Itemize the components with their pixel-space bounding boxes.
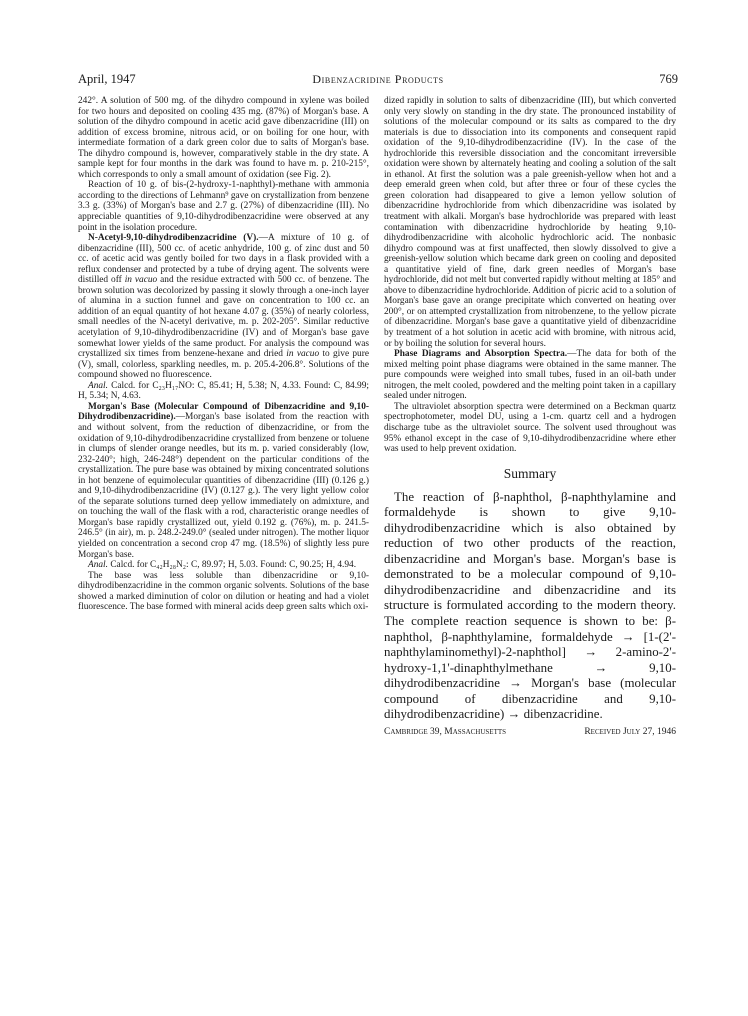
morgans-base-text: —Morgan's base isolated from the reaction with and without solvent, from the reduction of dibenzacridine, or from the oxidation of 9,10-dihydrodibenzacridine crystallized from benzene or toluene in clumps of slender orange needles, but its m. p. varied considerably (low, 232-240°; high, 246-248°) dependent on the particular conditions of the crystallization. The pure base was obtained by mixing concentrated solutions in hot benzene of equimolecular quantities of dibenzacridine (III) (0.126 g.) and 9,10-dihydrodibenzacridine (IV) (0.127 g.). The very light yellow color of the separate solutions turned deep yellow immediately on admixture, and on touching the wall of the flask with a rod, characteristic orange needles of Morgan's base rapidly crystallized out, yield 0.192 g. (76%), m. p. 241.5-246.5° (in air), m. p. 248.2-249.0° (sealed under nitrogen). The mother liquor yielded on concentration a second crop 47 mg. (18.5%) of slightly less pure Morgan's base. — [78, 412, 369, 560]
paragraph-phase-diagrams — [384, 349, 676, 402]
section-head-morgans-base: Morgan's Base (Molecular Compound of Dibenzacridine and 9,10-Dihydrodibenzacridine). — [78, 401, 369, 423]
running-head-title: Dibenzacridine Products — [312, 72, 444, 86]
paragraph-salt-oxidation: dized rapidly in solution to salts of dibenzacridine (III), but which converted only very slowly on standing in the dry state. The pronounced instability of solutions of the molecular compound or its salts as compared to the dry materials is due to dissociation into its components and consequent rapid oxidation of the 9,10-dihydrodibenzacridine (IV). In the case of the hydrochloride this reversible dissociation and the concomitant irreversible oxidation were shown by alternately heating and cooling a solution of the salt in ethanol. At first the solution was a pale greenish-yellow when hot and a deep emerald green when cold, but after three or four of these cycles the green coloration had disappeared to give a lemon yellow solution of dibenzacridine hydrochloride from which dibenzacridine was isolated by treatment with alkali. Morgan's base hydrochloride was prepared with least contamination with dibenzacridine hydrochloride by heating 9,10-dihydrodibenzacridine with alcoholic hydrochloric acid. The nonbasic dihydro compound was at first unaffected, then slowly dissolved to give a greenish-yellow solution which became dark green on cooling and deposited a quantitative yield of fine, dark green needles of Morgan's base hydrochloride, did not melt but converted rapidly without melting at 185° and above to dibenzacridine hydrochloride. Addition of picric acid to a solution of Morgan's base gave an orange precipitate which converted on heating over 200°, or on attempted crystallization from nitrobenzene, to the yellow picrate of dibenzacridine. Morgan's base gave a quantitative yield of dibenzacridine by treatment of a hot solution in acetic acid with bromine, with nitrous acid, or by boiling the solution for several hours. — [384, 96, 676, 349]
analysis-values: Calcd. for C₄₂H₂₈N₂: C, 89.97; H, 5.03. Found: C, 90.25; H, 4.94. — [110, 560, 357, 571]
affiliation: Cambridge 39, Massachusetts — [384, 726, 507, 737]
running-head — [78, 70, 678, 88]
analysis-label: Anal. — [88, 380, 108, 391]
left-column — [78, 96, 369, 613]
paragraph-n-acetyl — [78, 233, 369, 381]
summary-text: The reaction of β-naphthol, β-naphthylamine and formaldehyde is shown to give 9,10-dihydrodibenzacridine which is also obtained by reduction of two other products of the reaction, dibenzacridine and Morgan's base. Morgan's base is demonstrated to be a molecular compound of 9,10-dihydrodibenzacridine and dibenzacridine and its structure is formulated according to the modern theory. The complete reaction sequence is shown to be: β-naphthol, β-naphthylamine, formaldehyde → [1-(2'-naphthylaminomethyl)-2-naphthol] → 2-amino-2'-hydroxy-1,1'-dinaphthylmethane → 9,10-dihydrodibenzacridine → Morgan's base (molecular compound of dibenzacridine and 9,10-dihydrodibenzacridine) → dibenzacridine. — [384, 489, 676, 722]
running-head-date: April, 1947 — [78, 72, 136, 86]
page-number: 769 — [659, 72, 678, 86]
n-acetyl-text-c: to give pure (V), small, colorless, sparkling needles, m. p. 205.4-206.8°. Solutions of the compound showed no fluorescence. — [78, 349, 369, 381]
paragraph-dihydro-stability: 242°. A solution of 500 mg. of the dihydro compound in xylene was boiled for two hours and deposited on cooling 435 mg. (87%) of Morgan's base. A solution of the dihydro compound in acetic acid gave dibenzacridine (III) on addition of excess bromine, nitrous acid, or on boiling for one hour, with intermediate formation of a dark green color due to salts of Morgan's base. The dihydro compound is, however, comparatively stable in the dry state. A sample kept for four months in the dark was found to have m. p. 210-215°, which corresponds to only a small amount of oxidation (see Fig. 2). — [78, 96, 369, 180]
section-head-phase-diagrams: Phase Diagrams and Absorption Spectra. — [394, 349, 568, 360]
n-acetyl-in-vacuo-2: in vacuo — [286, 349, 320, 360]
right-column — [384, 96, 676, 738]
section-head-n-acetyl: N-Acetyl-9,10-dihydrodibenzacridine (V). — [88, 233, 259, 244]
paragraph-lehmann-reaction: Reaction of 10 g. of bis-(2-hydroxy-1-naphthyl)-methane with ammonia according to the directions of Lehmann⁹ gave on crystallization from benzene 3.3 g. (33%) of Morgan's base and 2.7 g. (27%) of dibenzacridine (III). No appreciable quantities of 9,10-dihydrodibenzacridine were observed at any point in the isolation procedure. — [78, 180, 369, 233]
phase-diagrams-text: —The data for both of the mixed melting point phase diagrams were obtained in the same manner. The pure compounds were weighed into small tubes, fused in an oil-bath under nitrogen, the melt cooled, powdered and the melting point taken in a capillary sealed under nitrogen. — [384, 349, 676, 402]
analysis-n-acetyl — [78, 381, 369, 402]
n-acetyl-in-vacuo-1: in vacuo — [124, 275, 158, 286]
analysis-morgans-base — [78, 560, 369, 571]
n-acetyl-text-b: and the residue extracted with 500 cc. of benzene. The brown solution was decolorized by passing it slowly through a one-inch layer of alumina in a suction funnel and gave on concentration to 100 cc. an addition of an equal quantity of hot hexane 4.07 g. (35%) of nearly colorless, small needles of the N-acetyl derivative, m. p. 202-205°. Similar reductive acetylation of 9,10-dihydrodibenzacridine (IV) and of Morgan's base gave somewhat lower yields of the same product. For analysis the compound was crystallized six times from benzene-hexane and dried — [78, 275, 369, 360]
affiliation-line — [384, 726, 676, 738]
n-acetyl-text-a: —A mixture of 10 g. of dibenzacridine (III), 500 cc. of acetic anhydride, 100 g. of zinc dust and 50 cc. of acetic acid was gently boiled for two days in a flask provided with a reflux condenser and protected by a tube of drying agent. The solvents were distilled off — [78, 233, 369, 286]
paragraph-morgans-base — [78, 402, 369, 560]
paragraph-uv-spectra: The ultraviolet absorption spectra were determined on a Beckman quartz spectrophotometer, model DU, using a 1-cm. quartz cell and a hydrogen discharge tube as the ultraviolet source. The solvent used throughout was 95% ethanol except in the case of 9,10-dihydrodibenzacridine where ether was used to help prevent oxidation. — [384, 401, 676, 455]
paragraph-base-solubility: The base was less soluble than dibenzacridine or 9,10-dihydrodibenzacridine in the common organic solvents. Solutions of the base showed a marked diminution of color on dilution or heating and had a violet fluorescence. The base formed with mineral acids deep green salts which oxi- — [78, 570, 369, 613]
summary-heading: Summary — [503, 465, 557, 481]
analysis-label: Anal. — [88, 560, 108, 571]
received-date: Received July 27, 1946 — [584, 726, 676, 737]
analysis-values: Calcd. for C₂₃H₁₇NO: C, 85.41; H, 5.38; N, 4.33. Found: C, 84.99; H, 5.34; N, 4.63. — [78, 380, 369, 402]
